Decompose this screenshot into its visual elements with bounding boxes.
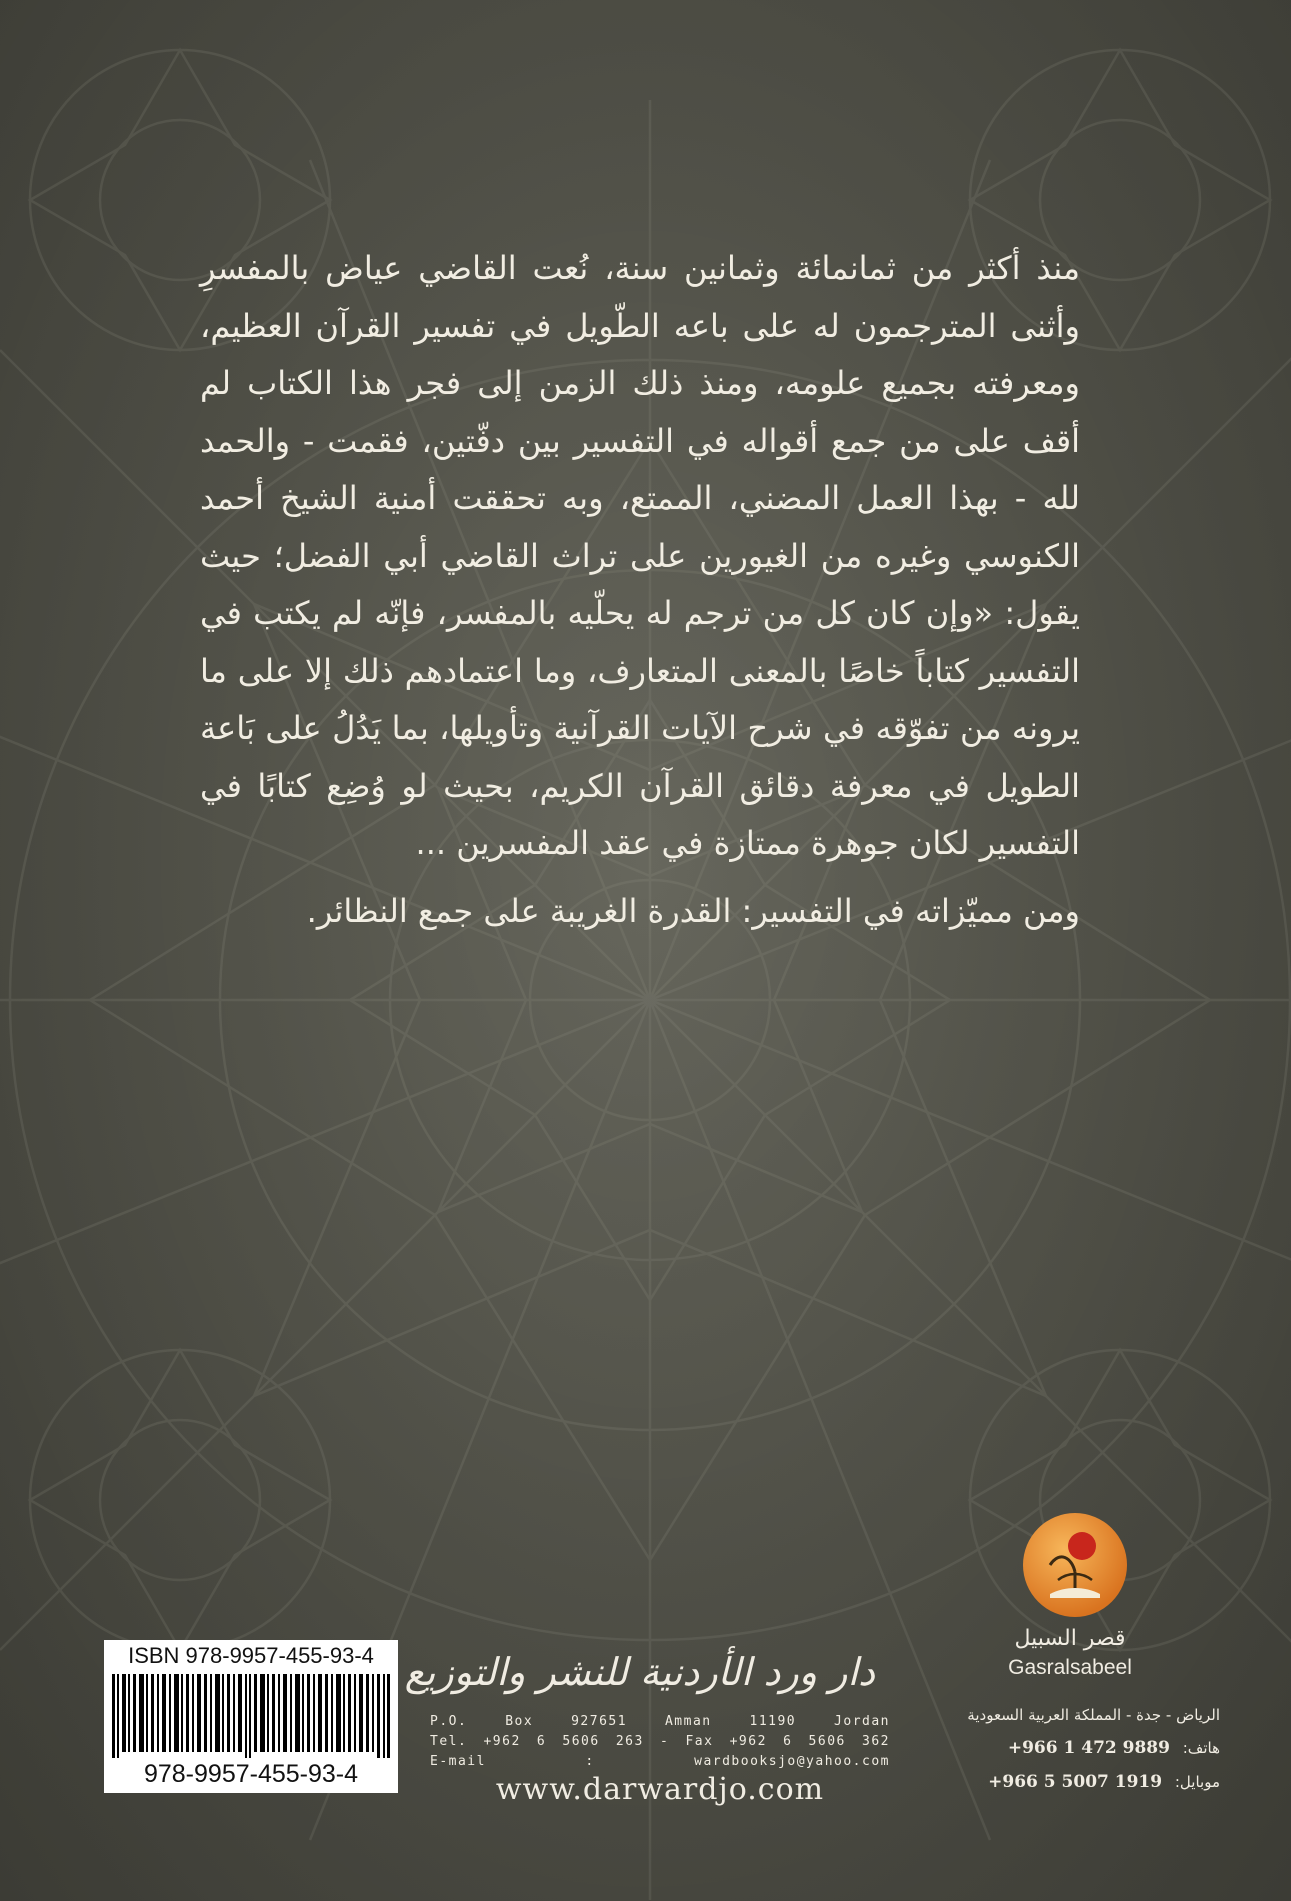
blurb-paragraph-2: ومن مميّزاته في التفسير: القدرة الغريبة على جمع النظائر. — [306, 891, 1080, 930]
phone-number: +966 1 472 9889 — [1007, 1738, 1170, 1758]
barcode-icon — [112, 1674, 390, 1758]
publisher-block — [404, 1630, 890, 1807]
publisher-address: P.O. Box 927651 Amman 11190 Jordan — [430, 1714, 890, 1729]
publisher-phone-fax: Tel. +962 6 5606 263 - Fax +962 6 5606 362 — [430, 1734, 890, 1749]
publisher-website: www.darwardjo.com — [495, 1772, 825, 1807]
distributor-block — [920, 1510, 1220, 1810]
isbn-barcode-block — [104, 1640, 398, 1793]
mobile-label: موبايل: — [1174, 1773, 1220, 1791]
distributor-name-english: Gasralsabeel — [1008, 1656, 1132, 1679]
publisher-logo: دار ورد الأردنية للنشر والتوزيع — [404, 1650, 875, 1694]
isbn-label: ISBN 978-9957-455-93-4 — [128, 1643, 374, 1668]
mobile-number: +966 5 5007 1919 — [988, 1772, 1163, 1792]
gasralsabeel-logo-icon — [1020, 1510, 1130, 1620]
phone-label: هاتف: — [1182, 1739, 1220, 1757]
blurb-text — [200, 240, 1080, 940]
distributor-phone — [910, 1738, 1220, 1758]
publisher-email: E-mail : wardbooksjo@yahoo.com — [430, 1754, 890, 1769]
blurb-paragraph-1: منذ أكثر من ثمانمائة وثمانين سنة، نُعت القاضي عياض بالمفسرِ وأثنى المترجمون له على باعه الطّويل في تفسير القرآن العظيم، ومعرفته بجميع علومه، ومنذ ذلك الزمن إلى فجر هذا الكتاب لم أقف على من جمع أقواله في التفسير بين دفّتين، فقمت - والحمد لله - بهذا العمل المضني، الممتع، وبه تحققت أمنية الشيخ أحمد الكنوسي وغيره من الغيورين على تراث القاضي أبي الفضل؛ حيث يقول: «وإن كان كل من ترجم له يحلّيه بالمفسر، فإنّه لم يكتب في التفسير كتاباً خاصًا بالمعنى المتعارف، وما اعتمادهم ذلك إلا على ما يرونه من تفوّقه في شرح الآيات القرآنية وتأويلها، بما يَدُلُ على بَاعة الطويل في معرفة دقائق القرآن الكريم، بحيث لو وُضِع كتابًا في التفسير لكان جوهرة ممتازة في عقد المفسرين ... — [200, 249, 1080, 862]
isbn-number: 978-9957-455-93-4 — [143, 1760, 359, 1788]
distributor-location: الرياض - جدة - المملكة العربية السعودية — [967, 1706, 1220, 1724]
distributor-name-arabic: قصر السبيل — [1014, 1626, 1126, 1651]
distributor-mobile — [910, 1772, 1220, 1792]
